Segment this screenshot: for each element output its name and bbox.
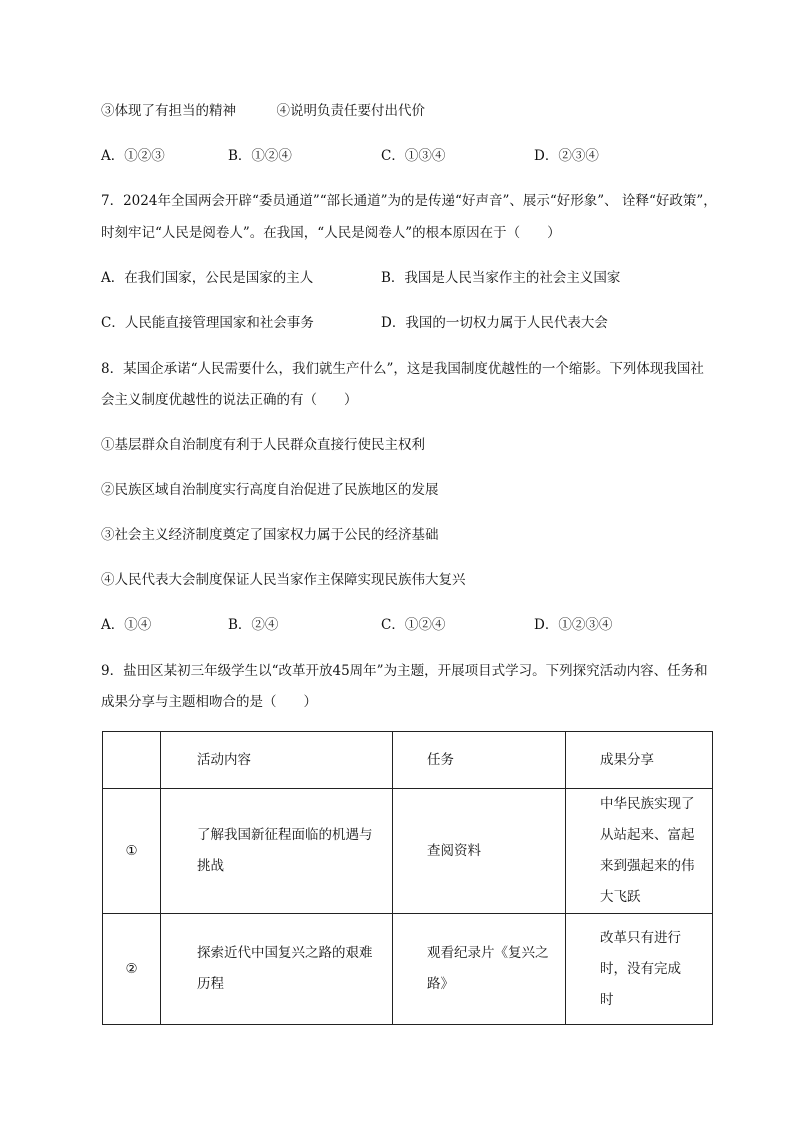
- q9-stem-line-1: 9．盐田区某初三年级学生以“改革开放45周年”为主题，开展项目式学习。下列探究活动内容、任务和: [101, 663, 708, 679]
- q7-option-a[interactable]: A．在我们国家，公民是国家的主人: [101, 270, 314, 286]
- task-cell: 查阅资料: [427, 842, 481, 859]
- table-row: [103, 914, 713, 1025]
- result-cell: 中华民族实现了从站起来、富起来到强起来的伟大飞跃: [600, 796, 695, 905]
- q7-option-c[interactable]: C．人民能直接管理国家和社会事务: [101, 315, 314, 331]
- table-row: [103, 789, 713, 914]
- row-index-cell: ①: [103, 789, 161, 914]
- q8-option-d[interactable]: D．①②③④: [534, 617, 613, 633]
- q8-statement-4: ④人民代表大会制度保证人民当家作主保障实现民族伟大复兴: [101, 572, 466, 588]
- q8-stem-line-1: 8．某国企承诺“人民需要什么，我们就生产什么”，这是我国制度优越性的一个缩影。下列体现我国社: [101, 361, 704, 377]
- q8-statement-1: ①基层群众自治制度有利于人民群众直接行使民主权利: [101, 437, 425, 453]
- q6-statement-line: ③体现了有担当的精神 ④说明负责任要付出代价: [101, 103, 425, 119]
- result-cell: 改革只有进行时，没有完成时: [600, 929, 681, 1008]
- header-cell-task: 任务: [393, 732, 566, 789]
- activity-cell: 探索近代中国复兴之路的艰难历程: [197, 945, 373, 992]
- q7-stem-line-1: 7．2024年全国两会开辟“委员通道”“部长通道”为的是传递“好声音”、展示“好形象”、 诠释“好政策”，: [101, 193, 717, 209]
- q6-option-c[interactable]: C．①③④: [381, 148, 446, 164]
- q9-table: [102, 731, 713, 1008]
- q8-statement-2: ②民族区域自治制度实行高度自治促进了民族地区的发展: [101, 482, 439, 498]
- q7-stem-line-2: 时刻牢记“人民是阅卷人”。在我国，“人民是阅卷人”的根本原因在于（ ）: [101, 225, 561, 241]
- header-cell-index: [103, 732, 161, 789]
- q6-option-d[interactable]: D．②③④: [534, 148, 599, 164]
- q8-option-b[interactable]: B．②④: [228, 617, 279, 633]
- q6-option-a[interactable]: A．①②③: [101, 148, 165, 164]
- table-header-row: [103, 732, 713, 789]
- q8-option-a[interactable]: A．①④: [101, 617, 152, 633]
- q7-option-b[interactable]: B．我国是人民当家作主的社会主义国家: [381, 270, 621, 286]
- header-cell-activity: 活动内容: [161, 732, 393, 789]
- q7-option-d[interactable]: D．我国的一切权力属于人民代表大会: [381, 315, 608, 331]
- q6-option-b[interactable]: B．①②④: [228, 148, 292, 164]
- q8-option-c[interactable]: C．①②④: [381, 617, 446, 633]
- q9-stem-line-2: 成果分享与主题相吻合的是（ ）: [101, 694, 317, 710]
- task-cell: 观看纪录片《复兴之路》: [427, 945, 549, 992]
- header-cell-result: 成果分享: [566, 732, 713, 789]
- q8-statement-3: ③社会主义经济制度奠定了国家权力属于公民的经济基础: [101, 527, 439, 543]
- activity-cell: 了解我国新征程面临的机遇与挑战: [197, 827, 373, 874]
- row-index-cell: ②: [103, 914, 161, 1025]
- q8-stem-line-2: 会主义制度优越性的说法正确的有（ ）: [101, 392, 358, 408]
